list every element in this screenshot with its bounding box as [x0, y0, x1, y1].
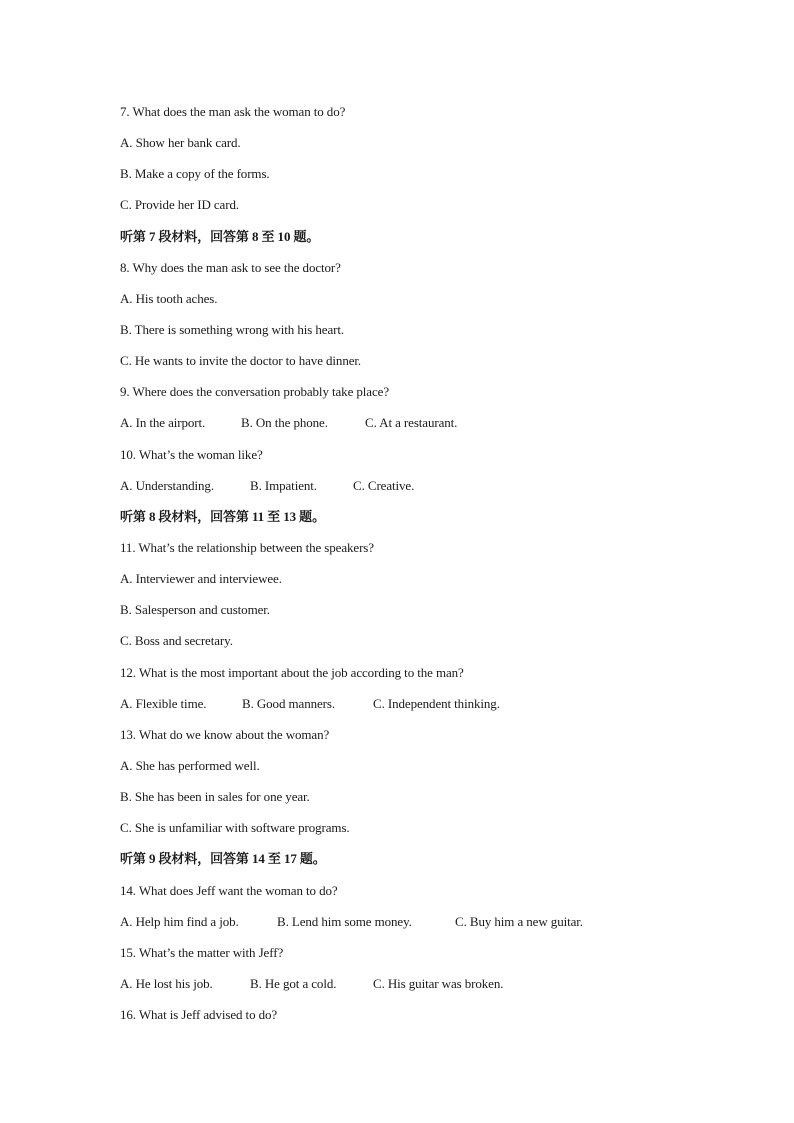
option-13a: A. She has performed well. [120, 757, 260, 773]
options-12 [120, 695, 760, 726]
option-14c: C. Buy him a new guitar. [455, 913, 583, 929]
option-11b: B. Salesperson and customer. [120, 602, 270, 618]
section-heading-9: 听第 9 段材料，回答第 14 至 17 题。 [120, 851, 326, 867]
question-14: 14. What does Jeff want the woman to do? [120, 882, 338, 898]
option-10a: A. Understanding. [120, 477, 214, 493]
option-7b: B. Make a copy of the forms. [120, 166, 270, 182]
option-12b: B. Good manners. [242, 695, 335, 711]
option-9c: C. At a restaurant. [365, 415, 458, 431]
option-11a: A. Interviewer and interviewee. [120, 571, 282, 587]
question-8: 8. Why does the man ask to see the doctor? [120, 259, 341, 275]
option-11c: C. Boss and secretary. [120, 633, 233, 649]
question-9: 9. Where does the conversation probably take place? [120, 384, 389, 400]
options-9 [120, 414, 760, 445]
option-15c: C. His guitar was broken. [373, 975, 504, 991]
question-7: 7. What does the man ask the woman to do? [120, 104, 346, 119]
section-heading-8: 听第 8 段材料，回答第 11 至 13 题。 [120, 508, 325, 524]
question-10: 10. What’s the woman like? [120, 446, 263, 462]
option-13b: B. She has been in sales for one year. [120, 789, 310, 805]
option-7c: C. Provide her ID card. [120, 197, 239, 213]
document-page [120, 103, 760, 1037]
option-9a: A. In the airport. [120, 415, 206, 431]
option-8a: A. His tooth aches. [120, 290, 218, 306]
option-10c: C. Creative. [353, 477, 415, 493]
option-15a: A. He lost his job. [120, 975, 213, 991]
option-13c: C. She is unfamiliar with software programs. [120, 820, 350, 836]
option-12c: C. Independent thinking. [373, 695, 500, 711]
question-12: 12. What is the most important about the job according to the man? [120, 664, 464, 680]
option-14a: A. Help him find a job. [120, 913, 239, 929]
option-8c: C. He wants to invite the doctor to have dinner. [120, 353, 362, 369]
option-9b: B. On the phone. [241, 415, 328, 431]
options-10 [120, 477, 760, 508]
option-8b: B. There is something wrong with his heart. [120, 321, 345, 337]
question-11: 11. What’s the relationship between the speakers? [120, 539, 374, 555]
option-10b: B. Impatient. [250, 477, 317, 493]
options-14 [120, 913, 760, 944]
option-14b: B. Lend him some money. [277, 913, 412, 929]
question-13: 13. What do we know about the woman? [120, 726, 330, 742]
option-7a: A. Show her bank card. [120, 135, 241, 151]
option-15b: B. He got a cold. [250, 975, 337, 991]
question-15: 15. What’s the matter with Jeff? [120, 944, 284, 960]
section-heading-7: 听第 7 段材料，回答第 8 至 10 题。 [120, 228, 320, 244]
option-12a: A. Flexible time. [120, 695, 207, 711]
question-16: 16. What is Jeff advised to do? [120, 1007, 278, 1023]
options-15 [120, 975, 760, 1006]
